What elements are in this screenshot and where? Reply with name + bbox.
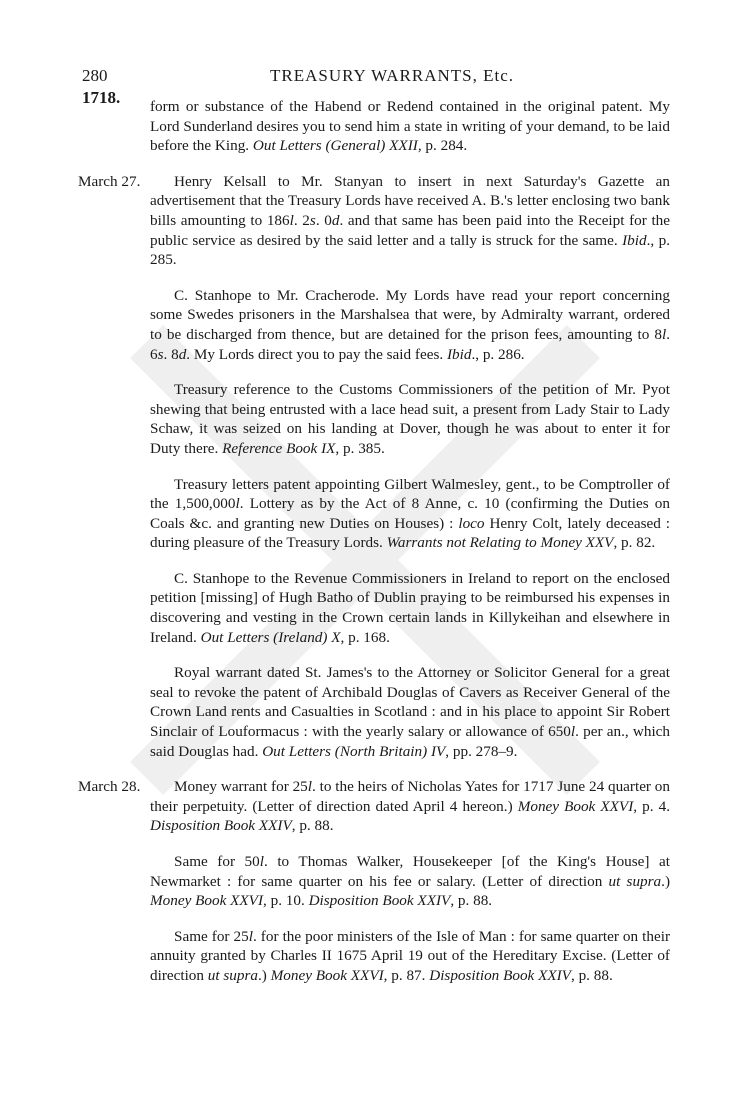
entry-text bbox=[150, 663, 670, 761]
entry-0 bbox=[150, 97, 670, 156]
text-run: C. Stanhope to Mr. Cracherode. My Lords have read your report concerning some Swedes prisoners in the Marshalsea that were, by Admiralty warrant, ordered to be discharged from thence, but are detained for the prison fees, amounting to 8 bbox=[150, 286, 670, 343]
text-run: , p. 87. bbox=[383, 966, 430, 984]
text-run: . Lottery as by the Act of 8 Anne, c. 10 (confirming the Duties on Coals &c. and granting new Duties on Houses) : bbox=[150, 495, 670, 532]
text-run: Same for 50 bbox=[174, 853, 260, 870]
italic-text: Out Letters (Ireland) X bbox=[200, 628, 341, 646]
entry-3 bbox=[150, 380, 670, 458]
italic-text: Disposition Book XXIV bbox=[308, 892, 451, 910]
text-run: . My Lords direct you to pay the said fees. bbox=[186, 345, 447, 363]
text-run: .) bbox=[661, 872, 670, 890]
italic-text: d bbox=[331, 211, 340, 229]
text-run: C. Stanhope to the Revenue Commissioners in Ireland to report on the enclosed petition [missing] of Hugh Batho of Dublin praying to be reimbursed his expenses in discovering and vesting in the Crown certain lands in Killykeihan and elsewhere in Ireland. bbox=[150, 569, 670, 646]
italic-text: Out Letters (General) XXII bbox=[252, 137, 418, 155]
margin-date: March 28. bbox=[78, 778, 141, 796]
italic-text: Money Book XXVI bbox=[270, 966, 384, 984]
page-number: 280 bbox=[82, 66, 108, 85]
text-run: . for the poor ministers of the Isle of Man : for same quarter on their annuity granted by Charles II 1675 April 19 out of the Hereditary Excise. (Letter of direction bbox=[150, 927, 670, 984]
entry-6 bbox=[150, 663, 670, 761]
entry-2 bbox=[150, 286, 670, 364]
entry-text bbox=[150, 286, 670, 364]
text-run: , p. 385. bbox=[335, 439, 385, 457]
italic-text: Ibid bbox=[622, 231, 647, 249]
text-run: ., p. 286. bbox=[471, 345, 525, 363]
italic-text: s bbox=[157, 345, 164, 363]
running-head: TREASURY WARRANTS, Etc. bbox=[270, 66, 515, 85]
entry-1 bbox=[78, 172, 671, 270]
entry-5 bbox=[150, 569, 670, 647]
italic-text: l bbox=[289, 211, 294, 229]
italic-text: s bbox=[309, 211, 316, 229]
italic-text: Warrants not Relating to Money XXV bbox=[386, 534, 614, 552]
entry-7 bbox=[78, 777, 670, 836]
text-run: , p. 10. bbox=[263, 892, 309, 910]
italic-text: l bbox=[570, 723, 576, 741]
italic-text: Disposition Book XXIV bbox=[150, 817, 292, 835]
italic-text: Disposition Book XXIV bbox=[429, 966, 571, 984]
entry-text bbox=[150, 475, 670, 553]
italic-text: loco bbox=[458, 514, 485, 532]
text-run: Treasury letters patent appointing Gilbert Walmesley, gent., to be Comptroller of the 1,500,000 bbox=[150, 475, 670, 513]
text-run: , p. 88. bbox=[291, 817, 334, 835]
italic-text: ut supra bbox=[608, 872, 662, 890]
text-run: . to Thomas Walker, Housekeeper [of the King's House] at Newmarket : for same quarter on his fee or salary. (Letter of direction bbox=[150, 853, 670, 890]
italic-text: Out Letters (North Britain) IV bbox=[262, 742, 446, 760]
italic-text: l bbox=[248, 927, 253, 945]
text-run: ., p. 285. bbox=[150, 231, 671, 269]
text-run: , p. 4. bbox=[633, 797, 670, 815]
entry-text bbox=[150, 380, 670, 458]
entry-9 bbox=[150, 927, 670, 986]
entry-text bbox=[150, 172, 670, 270]
entry-4 bbox=[150, 475, 670, 553]
italic-text: l bbox=[307, 778, 313, 796]
text-run: , p. 88. bbox=[450, 892, 493, 910]
text-run: . 6 bbox=[150, 325, 670, 363]
text-run: . to the heirs of Nicholas Yates for 1717 June 24 quarter on their perpetuity. (Letter of direction dated April 4 hereon.) bbox=[150, 778, 670, 815]
text-run: form or substance of the Habend or Redend contained in the original patent. My Lord Sunderland desires you to send him a state in writing of your demand, to be laid before the King. bbox=[150, 98, 670, 155]
text-run: Same for 25 bbox=[174, 927, 249, 945]
italic-text: Money Book XXVI bbox=[150, 892, 264, 910]
entry-text bbox=[150, 927, 670, 986]
italic-text: Ibid bbox=[446, 345, 472, 363]
text-run: . and that same has been paid into the Receipt for the public service as desired by the said letter and a tally is struck for the same. bbox=[150, 211, 670, 249]
margin-date: March 27. bbox=[78, 172, 141, 190]
entry-text bbox=[150, 852, 670, 911]
italic-text: l bbox=[235, 495, 240, 513]
text-run: , p. 88. bbox=[570, 966, 613, 984]
italic-text: l bbox=[661, 325, 667, 343]
text-run: , p. 168. bbox=[340, 628, 390, 646]
text-run: , p. 284. bbox=[417, 137, 468, 155]
italic-text: d bbox=[178, 345, 187, 363]
text-run: , p. 82. bbox=[613, 534, 656, 552]
entry-text bbox=[150, 777, 670, 836]
text-run: Henry Kelsall to Mr. Stanyan to insert in next Saturday's Gazette an advertisement that the Treasury Lords have received A. B.'s letter enclosing two bank bills amounting to 186 bbox=[150, 172, 670, 229]
text-run: Money warrant for 25 bbox=[174, 778, 308, 796]
text-run: . 2 bbox=[293, 211, 310, 229]
entry-text bbox=[150, 569, 670, 647]
text-run: . per an., which said Douglas had. bbox=[150, 723, 670, 760]
italic-text: l bbox=[259, 853, 264, 870]
italic-text: ut supra bbox=[207, 966, 258, 984]
italic-text: Money Book XXVI bbox=[517, 797, 634, 815]
text-run: Royal warrant dated St. James's to the Attorney or Solicitor General for a great seal to revoke the patent of Archibald Douglas of Cavers as Receiver General of the Crown Land rents and Casualties in Scotland : and in his place to appoint Sir Robert Sinclair of Louformacus : with the yearly salary or allowance of 650 bbox=[150, 664, 670, 741]
text-run: , pp. 278–9. bbox=[445, 742, 518, 760]
entry-text bbox=[150, 97, 670, 156]
text-run: . 8 bbox=[163, 345, 179, 363]
text-run: .) bbox=[258, 966, 271, 984]
text-run: Treasury reference to the Customs Commissioners of the petition of Mr. Pyot shewing that being entrusted with a lace head suit, a present from Lady Stair to Lady Schaw, it was seized on his landing at Dover, though he was about to enter it for Duty there. bbox=[150, 381, 670, 457]
text-run: Henry Colt, lately deceased : during pleasure of the Treasury Lords. bbox=[150, 514, 671, 552]
text-run: . 0 bbox=[315, 211, 332, 229]
entry-8 bbox=[150, 852, 670, 911]
italic-text: Reference Book IX bbox=[222, 439, 336, 457]
year-marker: 1718. bbox=[82, 88, 121, 107]
